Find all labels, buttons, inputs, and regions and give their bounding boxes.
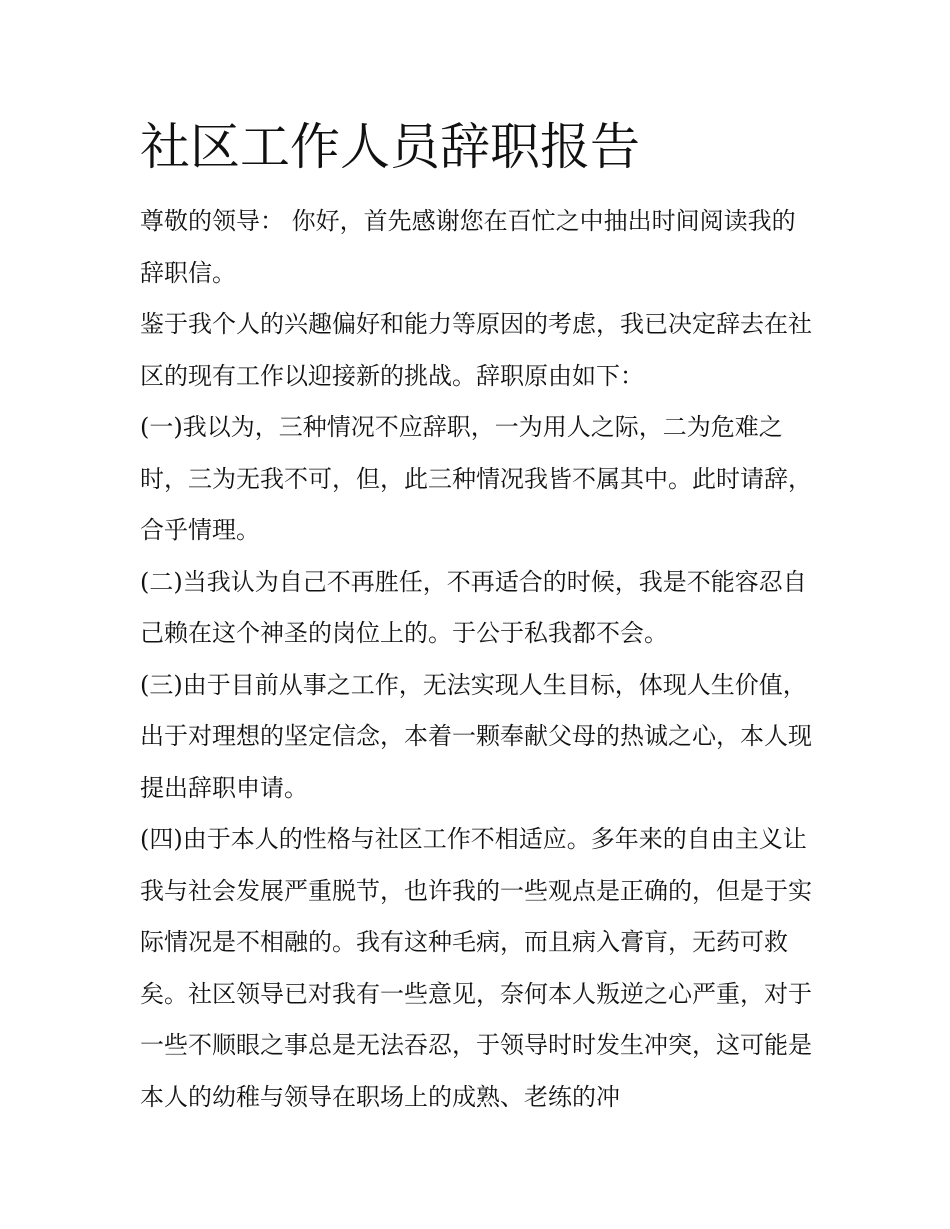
paragraph-intro: 鉴于我个人的兴趣偏好和能力等原因的考虑，我已决定辞去在社区的现有工作以迎接新的挑战。辞职原由如下： [140, 310, 812, 390]
paragraph-reason-3: (三)由于目前从事之工作，无法实现人生目标，体现人生价值，出于对理想的坚定信念，本着一颗奉献父母的热诚之心，本人现提出辞职申请。 [140, 670, 812, 802]
paragraph-reason-4: (四)由于本人的性格与社区工作不相适应。多年来的自由主义让我与社会发展严重脱节，也许我的一些观点是正确的，但是于实际情况是不相融的。我有这种毛病，而且病入膏肓，无药可救矣。社区领导已对我有一些意见，奈何本人叛逆之心严重，对于一些不顺眼之事总是无法吞忍，于领导时时发生冲突，这可能是本人的幼稚与领导在职场上的成熟、老练的冲 [140, 825, 812, 1111]
paragraph-reason-1: (一)我以为，三种情况不应辞职，一为用人之际，二为危难之时，三为无我不可，但，此三种情况我皆不属其中。此时请辞，合乎情理。 [140, 413, 812, 544]
paragraph-reason-2: (二)当我认为自己不再胜任，不再适合的时候，我是不能容忍自己赖在这个神圣的岗位上的。于公于私我都不会。 [140, 567, 807, 647]
document-title: 社区工作人员辞职报告 [140, 118, 640, 176]
document-body [140, 196, 812, 1123]
paragraph-greeting: 尊敬的领导： 你好，首先感谢您在百忙之中抽出时间阅读我的辞职信。 [140, 207, 796, 287]
